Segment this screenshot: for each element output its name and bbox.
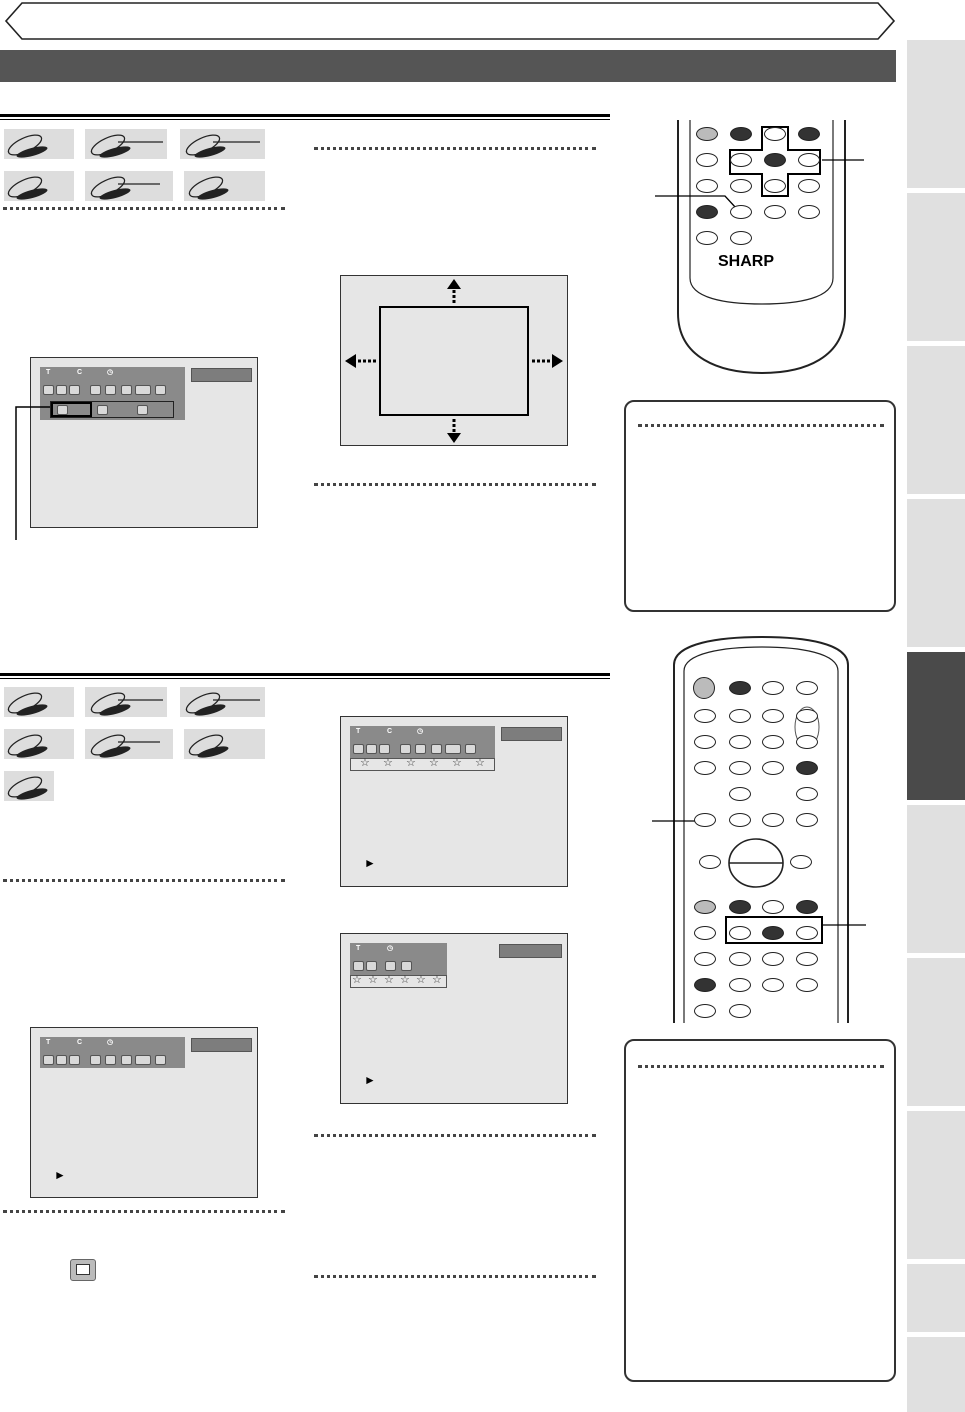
callout-line [0,395,60,545]
dotted-divider [3,1210,285,1213]
right-button[interactable] [796,926,818,940]
zoom-icon [465,744,476,754]
enter-button[interactable] [762,926,784,940]
side-tab-8[interactable] [907,1111,965,1259]
disc-icon-drawings-2 [0,683,270,803]
osd-icon [353,744,364,754]
osd-icon [415,744,426,754]
osd-icon [43,385,54,395]
play-icon: ► [364,1073,376,1087]
marker-osd-screen-a [340,716,568,887]
marker-icon [431,744,442,754]
remote-button[interactable] [696,205,718,219]
remote-button[interactable] [694,952,716,966]
osd-icon [56,385,67,395]
remote-button[interactable] [796,761,818,775]
clock-icon: ◷ [107,369,114,376]
zoom-osd-screen [30,357,258,528]
remote-button[interactable] [694,900,716,914]
brand-logo: SHARP [718,253,775,270]
power-button[interactable] [693,677,715,699]
remote-button[interactable] [730,127,752,141]
star-icon[interactable]: ☆ [406,757,416,769]
section1-rule [0,114,610,117]
star-icon[interactable]: ☆ [352,974,362,986]
enter-button[interactable] [764,153,786,167]
title-banner [0,0,900,42]
down-button[interactable] [764,179,786,193]
osd-status-tag [501,727,562,741]
clock-icon: ◷ [107,1039,114,1046]
side-tab-10[interactable] [907,1337,965,1412]
osd-icon [379,744,390,754]
dotted-divider [638,424,884,427]
up-button[interactable] [796,709,818,723]
remote-button[interactable] [696,127,718,141]
osd-icon [445,744,461,754]
section-header-bar [0,50,896,82]
remote-button[interactable] [694,735,716,749]
remote-button[interactable] [796,787,818,801]
remote-control-full [650,635,875,1025]
osd-icon [90,1055,101,1065]
osd-icon [366,961,377,971]
play-icon: ► [364,856,376,870]
remote-button[interactable] [694,926,716,940]
osd-icon [366,744,377,754]
remote-control [650,118,875,378]
right-button[interactable] [798,153,820,167]
osd-title-label: T [46,1039,51,1046]
pause-button[interactable] [796,813,818,827]
remote-button[interactable] [696,153,718,167]
side-tab-7[interactable] [907,958,965,1106]
osd-icon [105,385,116,395]
remote-button[interactable] [729,735,751,749]
side-tab-5-active[interactable] [907,652,965,800]
dotted-divider [3,879,285,882]
down-button[interactable] [762,952,784,966]
section1-rule-thin [0,119,610,120]
osd-icon [90,385,101,395]
arrow-icon-group [340,275,568,446]
side-tab-9[interactable] [907,1264,965,1332]
skip-forward-button[interactable] [796,978,818,992]
stop-button[interactable] [694,813,716,827]
note-box [624,1039,896,1382]
osd-status-tag [191,1038,252,1052]
osd-title-label: T [356,945,361,952]
star-icon[interactable]: ☆ [475,757,485,769]
osd-icon [43,1055,54,1065]
osd-icon [121,1055,132,1065]
dotted-divider [314,1134,596,1137]
dotted-divider [314,147,596,150]
remote-button[interactable] [730,179,752,193]
note-box [624,400,896,612]
rewind-button[interactable] [699,855,721,869]
remote-button[interactable] [729,952,751,966]
remote-button[interactable] [694,1004,716,1018]
dotted-divider [314,1275,596,1278]
osd-icon [353,961,364,971]
dotted-divider [314,483,596,486]
side-tab-6[interactable] [907,805,965,953]
zoom-icon [155,385,166,395]
remote-button[interactable] [729,787,751,801]
osd-chapter-label: C [77,1039,83,1046]
star-icon[interactable]: ☆ [384,974,394,986]
clock-icon: ◷ [417,728,424,735]
fast-forward-button[interactable] [790,855,812,869]
left-button[interactable] [729,926,751,940]
remote-button[interactable] [762,735,784,749]
return-button[interactable] [796,952,818,966]
remote-button[interactable] [696,231,718,245]
osd-icon [385,961,396,971]
osd-icon [121,385,132,395]
play-icon: ► [54,1168,66,1182]
side-tab-1[interactable] [907,40,965,188]
osd-chapter-label: C [77,369,83,376]
osd-icon [69,1055,80,1065]
section2-rule-thin [0,678,610,679]
star-icon[interactable]: ☆ [416,974,426,986]
disc-icon-drawings-1 [0,125,270,205]
remote-button[interactable] [729,761,751,775]
remote-button[interactable] [796,900,818,914]
return-button[interactable] [798,179,820,193]
marker-icon [70,1259,96,1281]
remote-button[interactable] [729,1004,751,1018]
marker-osd-screen-b [340,933,568,1104]
remote-button[interactable] [762,813,784,827]
remote-button[interactable] [694,709,716,723]
remote-button[interactable] [762,709,784,723]
down-button[interactable] [796,735,818,749]
osd-status-tag [191,368,252,382]
osd-icon [105,1055,116,1065]
dotted-divider [3,207,285,210]
side-tab-4[interactable] [907,499,965,647]
osd-title-label: T [46,369,51,376]
eject-button[interactable] [796,681,818,695]
section2-rule [0,673,610,676]
osd-title-label: T [356,728,361,735]
zoom-icon [137,405,148,415]
clock-icon: ◷ [387,945,394,952]
star-icon[interactable]: ☆ [360,757,370,769]
osd-status-tag [499,944,562,958]
remote-button[interactable] [762,681,784,695]
side-tab-2[interactable] [907,193,965,341]
skip-back-button[interactable] [764,205,786,219]
playback-osd-screen [30,1027,258,1198]
marker-icon [401,961,412,971]
remote-button[interactable] [729,681,751,695]
up-button[interactable] [764,127,786,141]
osd-icon [400,744,411,754]
remote-button[interactable] [762,761,784,775]
remote-button[interactable] [696,179,718,193]
star-icon[interactable]: ☆ [368,974,378,986]
remote-button[interactable] [730,231,752,245]
remote-button[interactable] [694,978,716,992]
star-icon[interactable]: ☆ [432,974,442,986]
remote-button[interactable] [729,978,751,992]
skip-forward-button[interactable] [798,205,820,219]
osd-chapter-label: C [387,728,393,735]
zoom-icon [155,1055,166,1065]
osd-icon [135,385,151,395]
remote-button[interactable] [798,127,820,141]
zoom-icon [97,405,108,415]
osd-icon [69,385,80,395]
remote-button[interactable] [729,709,751,723]
marker-row [350,758,495,771]
remote-button[interactable] [729,813,751,827]
dotted-divider [638,1065,884,1068]
osd-icon [135,1055,151,1065]
star-icon[interactable]: ☆ [452,757,462,769]
skip-back-button[interactable] [762,978,784,992]
star-icon[interactable]: ☆ [429,757,439,769]
up-button[interactable] [762,900,784,914]
osd-icon [56,1055,67,1065]
remote-button[interactable] [729,900,751,914]
side-tab-3[interactable] [907,346,965,494]
remote-button[interactable] [694,761,716,775]
zoom-button[interactable] [730,205,752,219]
left-button[interactable] [730,153,752,167]
star-icon[interactable]: ☆ [383,757,393,769]
star-icon[interactable]: ☆ [400,974,410,986]
